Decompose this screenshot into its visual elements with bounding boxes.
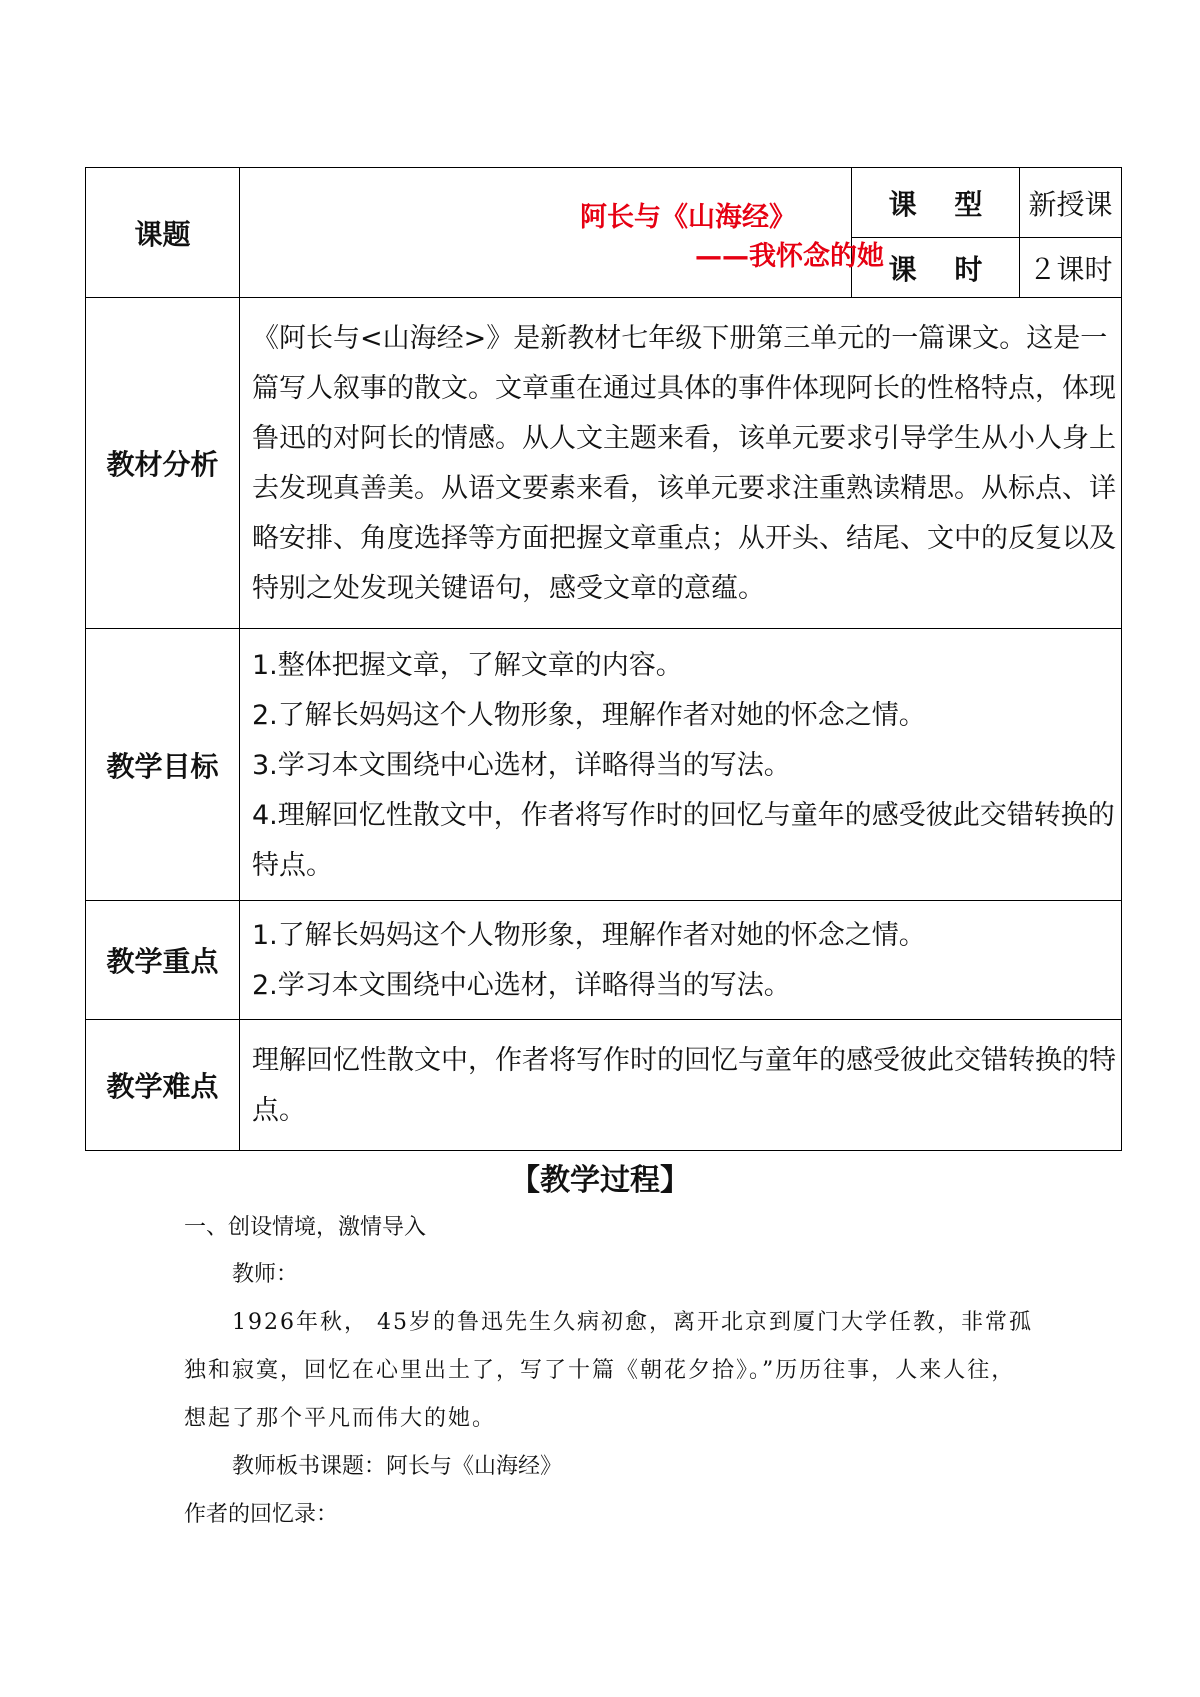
lesson-subtitle: ——我怀念的她 (695, 241, 884, 272)
key-point-item: 1.了解长妈妈这个人物形象，理解作者对她的怀念之情。 (252, 920, 926, 951)
key-points-label: 教学重点 (86, 901, 240, 1020)
lesson-title-cell (240, 168, 884, 298)
memoir-label: 作者的回忆录： (184, 1502, 339, 1527)
class-hours-label: 课 时 (852, 238, 1020, 298)
goal-item: 2.了解长妈妈这个人物形象，理解作者对她的怀念之情。 (252, 699, 926, 731)
goals-list (240, 629, 1122, 901)
class-hours-value: ２课时 (1020, 238, 1122, 298)
teaching-process-heading: 【教学过程】 (510, 1163, 690, 1198)
teacher-label: 教师： (232, 1262, 299, 1287)
difficulty-label: 教学难点 (86, 1020, 240, 1151)
lesson-type-label: 课 型 (852, 168, 1020, 238)
lesson-plan-table (85, 167, 1122, 1151)
goal-item: 1.整体把握文章，了解文章的内容。 (252, 649, 683, 681)
analysis-label: 教材分析 (86, 298, 240, 629)
topic-label: 课题 (86, 168, 240, 298)
intro-paragraph: 1926年秋， 45岁的鲁迅先生久病初愈，离开北京到厦门大学任教，非常孤独和寂寞，回忆在心里出土了，写了十篇《朝花夕拾》。”历历往事，人来人往，想起了那个平凡而伟大的她。 (184, 1310, 1033, 1431)
analysis-text: 《阿长与<山海经>》是新教材七年级下册第三单元的一篇课文。这是一篇写人叙事的散文。文章重在通过具体的事件体现阿长的性格特点，体现鲁迅的对阿长的情感。从人文主题来看，该单元要求引导学生从小人身上去发现真善美。从语文要素来看，该单元要求注重熟读精思。从标点、详略安排、角度选择等方面把握文章重点；从开头、结尾、文中的反复以及特别之处发现关键语句，感受文章的意蕴。 (240, 298, 1122, 629)
teaching-process (184, 1205, 1034, 1539)
lesson-title: 阿长与《山海经》 (580, 202, 796, 233)
lesson-type-value: 新授课 (1020, 168, 1122, 238)
goal-item: 4.理解回忆性散文中，作者将写作时的回忆与童年的感受彼此交错转换的特点。 (252, 799, 1115, 881)
goal-item: 3.学习本文围绕中心选材，详略得当的写法。 (252, 749, 791, 781)
step-one-title: 一、创设情境，激情导入 (184, 1215, 427, 1240)
goals-label: 教学目标 (86, 629, 240, 901)
difficulty-text: 理解回忆性散文中，作者将写作时的回忆与童年的感受彼此交错转换的特点。 (240, 1020, 1122, 1151)
key-point-item: 2.学习本文围绕中心选材，详略得当的写法。 (252, 970, 791, 1001)
board-title-line: 教师板书课题：阿长与《山海经》 (232, 1454, 563, 1479)
key-points-list (240, 901, 1122, 1020)
